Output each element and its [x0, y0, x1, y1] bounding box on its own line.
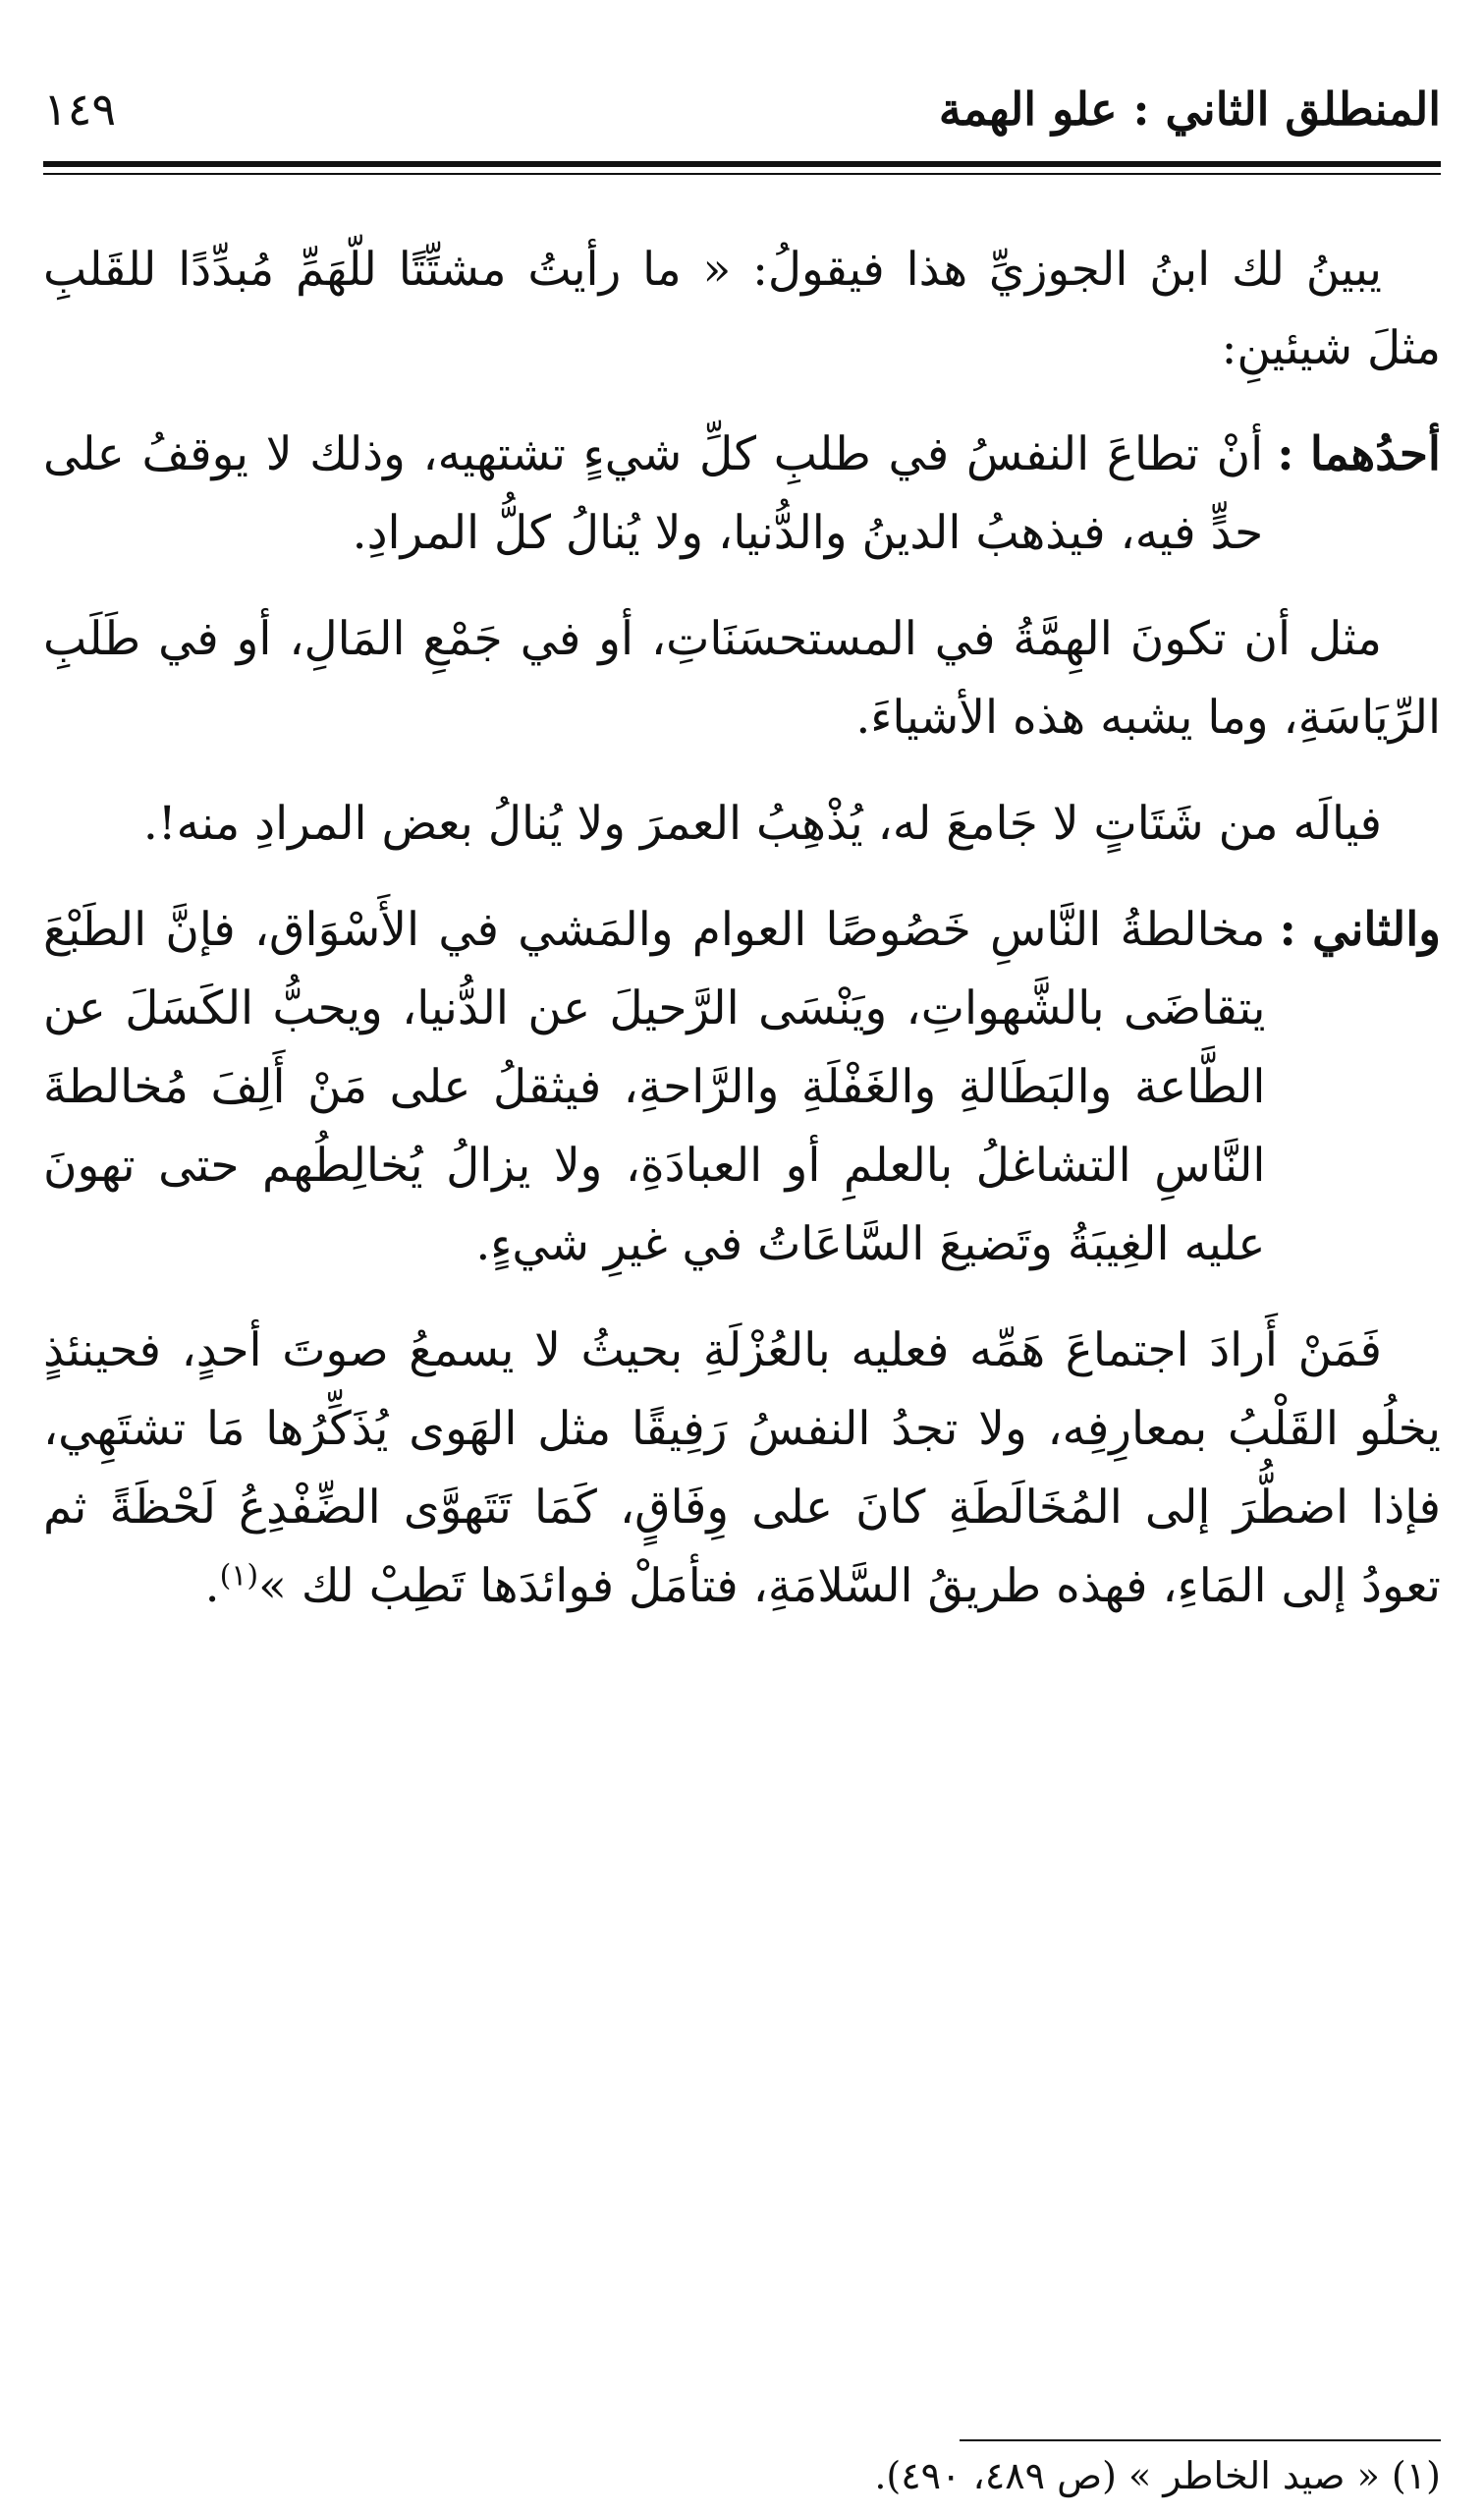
closing-period: . — [204, 1559, 220, 1613]
page-header — [43, 83, 1441, 136]
running-title: المنطلق الثاني : علو الهمة — [938, 83, 1441, 136]
first-point-text: أنْ تطاعَ النفسُ في طلبِ كلِّ شيءٍ تشتهيه، وذلك لا يوقفُ على حدٍّ فيه، فيذهبُ الدينُ والدُّنيا، ولا يُنالُ كلُّ المرادِ. — [43, 427, 1264, 560]
first-point — [43, 416, 1441, 573]
second-point-label: والثاني : — [1279, 903, 1441, 957]
page-number: ١٤٩ — [43, 83, 117, 136]
first-point-label: أحدُهما : — [1277, 427, 1441, 481]
footnote-separator — [960, 2439, 1441, 2441]
closing-paragraph — [43, 1312, 1441, 1626]
paragraph-exclamation: فيالَه من شَتَاتٍ لا جَامعَ له، يُذْهِبُ العمرَ ولا يُنالُ بعض المرادِ منه!. — [142, 797, 1382, 851]
second-point-text: مخالطةُ النَّاسِ خَصُوصًا العوام والمَشي في الأَسْوَاق، فإنَّ الطَبْعَ يتقاضَى بالشَّهواتِ، ويَنْسَى الرَّحيلَ عن الدُّنيا، ويحبُّ الكَسَلَ عن الطَّاعة والبَطَالةِ والغَفْلَةِ والرَّاحةِ، فيثقلُ على مَنْ أَلِفَ مُخالطةَ النَّاسِ التشاغلُ بالعلمِ أو العبادَةِ، ولا يزالُ يُخالِطُهم حتى تهونَ عليه الغِيبَةُ وتَضيعَ السَّاعَاتُ في غيرِ شيءٍ. — [43, 903, 1266, 1271]
footnote: (١) « صيد الخاطر » (ص ٤٨٩، ٤٩٠). — [874, 2454, 1441, 2497]
body-text — [43, 231, 1441, 1653]
footnote-reference: (١) — [219, 1558, 259, 1593]
closing-paragraph-text: فَمَنْ أَرادَ اجتماعَ هَمِّه فعليه بالعُزْلَةِ بحيثُ لا يسمعُ صوتَ أحدٍ، فحينئذٍ يخلُو القَلْبُ بمعارِفِه، ولا تجدُ النفسُ رَفِيقًا مثل الهَوى يُذَكِّرُها مَا تشتَهِي، فإذا اضطُّرَ إلى المُخَالَطَةِ كانَ على وِفَاقٍ، كَمَا تَتَهوَّى الضِّفْدِعُ لَحْظَةً ثم تعودُ إلى المَاءِ، فهذه طريقُ السَّلامَةِ، فتأمَلْ فوائدَها تَطِبْ لك » — [43, 1323, 1441, 1613]
paragraph-examples: مثل أن تكونَ الهِمَّةُ في المستحسَنَاتِ، أو في جَمْعِ المَالِ، أو في طَلَبِ الرِّيَاسَةِ، وما يشبه هذه الأشياءَ. — [43, 612, 1441, 745]
second-point — [43, 891, 1441, 1284]
header-rule-thin — [43, 173, 1441, 175]
intro-paragraph: يبينُ لك ابنُ الجوزيِّ هذا فيقولُ: « ما رأيتُ مشتِّتًا للّهَمِّ مُبدِّدًا للقَلبِ مثلَ شيئينِ: — [43, 243, 1441, 375]
header-rule-thick — [43, 161, 1441, 167]
